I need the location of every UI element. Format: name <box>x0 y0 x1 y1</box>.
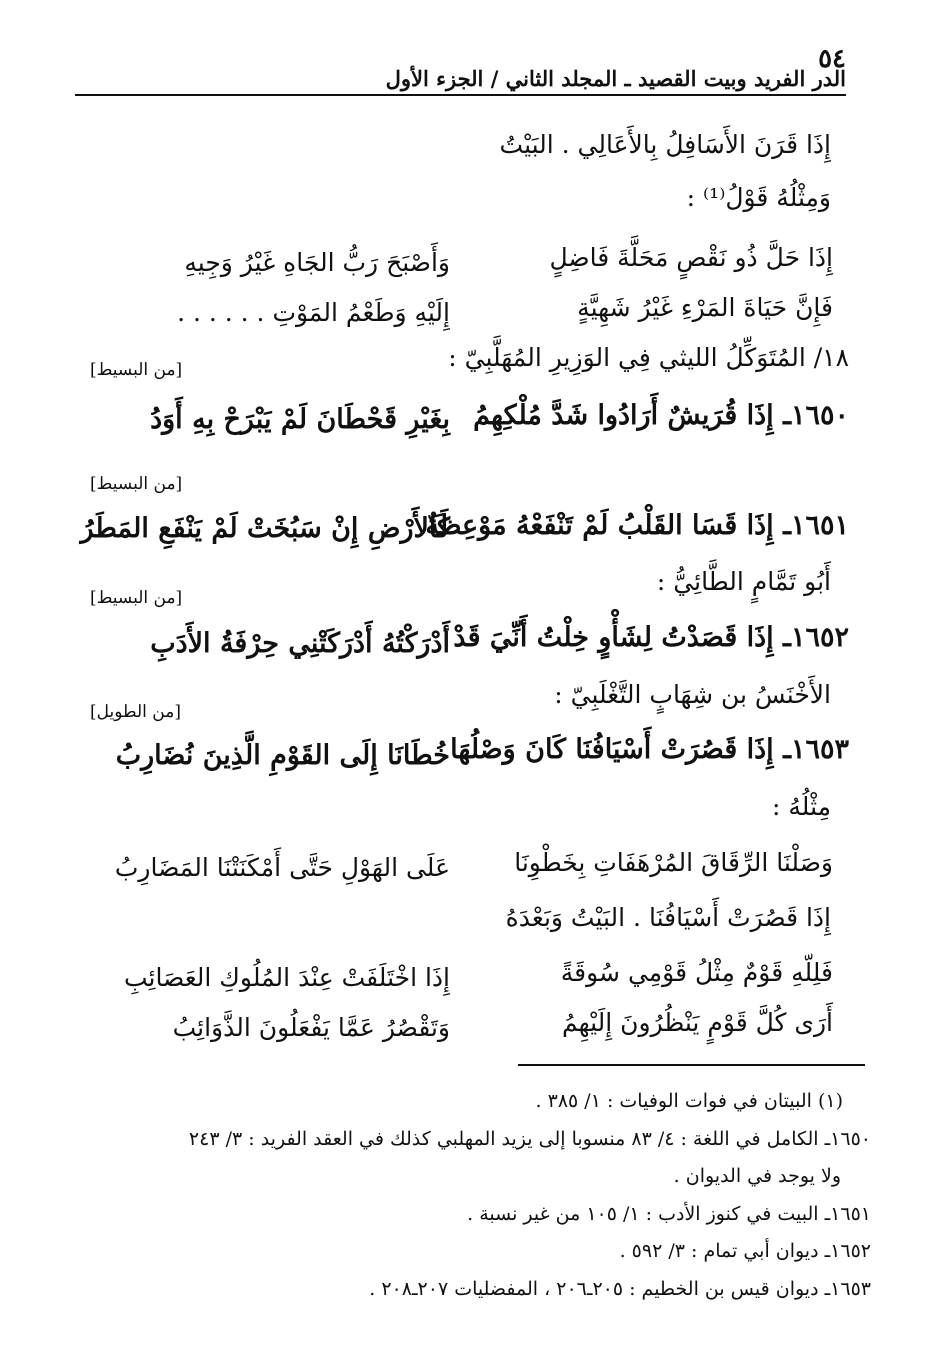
couplet2-second-hemistich: عَلَى الهَوْلِ حَتَّى أَمْكَنَتْنَا المَضَارِبُ <box>114 853 450 882</box>
couplet1-a-first-hemistich: إِذَا حَلَّ ذُو نَقْصٍ مَحَلَّةَ فَاضِلٍ <box>549 243 833 272</box>
verse-1652-first-hemistich: ١٦٥٢ـ إِذَا قَصَدْتُ لِشَأْوٍ خِلْتُ أَنِّيَ قَدْ <box>453 622 849 653</box>
footnote-1: (١) البيتان في فوات الوفيات : ١/ ٣٨٥ . <box>535 1090 843 1112</box>
meter-label-1651: [من البسيط] <box>90 474 183 494</box>
footnote-1652: ١٦٥٢ـ ديوان أبي تمام : ٣/ ٥٩٢ . <box>619 1240 871 1262</box>
couplet3-a-first-hemistich: فَلِلّهِ قَوْمٌ مِثْلُ قَوْمِي سُوقَةً <box>560 958 833 987</box>
page-header <box>75 44 846 94</box>
couplet2-first-hemistich: وَصَلْنَا الرِّقَاقَ المُرْهَفَاتِ بِخَطْوِنَا <box>514 848 833 877</box>
running-title: الدر الفريد وبيت القصيد ـ المجلد الثاني / الجزء الأول <box>385 66 846 91</box>
poet-heading-1653: الأَخْنَسُ بن شِهَابٍ التَّغْلَبِيّ : <box>554 680 831 709</box>
verse-1651-first-hemistich: ١٦٥١ـ إِذَا قَسَا القَلْبُ لَمْ تَنْفَعْهُ مَوْعِظَةٌ <box>425 510 849 541</box>
couplet3-b-first-hemistich: أَرَى كُلَّ قَوْمٍ يَنْظُرُونَ إِلَيْهِمُ <box>561 1008 833 1037</box>
footnote-1651: ١٦٥١ـ البيت في كنوز الأدب : ١/ ١٠٥ من غير نسبة . <box>467 1203 871 1225</box>
couplet3-b-second-hemistich: وَتَقْصُرُ عَمَّا يَفْعَلُونَ الذَّوَائِبُ <box>172 1013 450 1042</box>
couplet3-a-second-hemistich: إِذَا اخْتَلَفَتْ عِنْدَ المُلُوكِ العَصَائِبِ <box>123 963 450 992</box>
footnote-rule <box>518 1064 865 1066</box>
intro-line: إِذَا قَرَنَ الأَسَافِلُ بِالأَعَالِي . البَيْتُ <box>499 130 831 159</box>
poet-heading-1650: ١٨/ المُتَوَكِّلُ الليثي فِي الوَزِيرِ المُهَلَّبِيّ : <box>448 343 849 372</box>
footnote-1653: ١٦٥٣ـ ديوان قيس بن الخطيم : ٢٠٥ـ٢٠٦ ، المفضليات ٢٠٧ـ٢٠٨ . <box>369 1278 871 1300</box>
verse-1651-second-hemistich: كَالأَرْضِ إِنْ سَبُخَتْ لَمْ يَنْفَعِ المَطَرُ <box>80 513 450 544</box>
meter-label-1652: [من البسيط] <box>90 588 183 608</box>
verse-1650-second-hemistich: بِغَيْرِ قَحْطَانَ لَمْ يَبْرَحْ بِهِ أَوَدُ <box>150 404 450 435</box>
mithluhu-qawl: وَمِثْلُهُ قَوْلُ⁽¹⁾ : <box>686 183 831 212</box>
footnote-1650-continued: ولا يوجد في الديوان . <box>673 1165 841 1187</box>
meter-label-1653: [من الطويل] <box>90 702 181 722</box>
page-number: ٥٤ <box>818 44 846 74</box>
couplet1-b-second-hemistich: إِلَيْهِ وَطَعْمُ المَوْتِ . . . . . . <box>177 298 450 327</box>
mithluhu-label: مِثْلُهُ : <box>772 792 831 821</box>
verse-1652-second-hemistich: أَدْرَكْتُهُ أَدْرَكَتْنِي حِرْفَةُ الأَدَبِ <box>150 628 450 659</box>
footnote-1650: ١٦٥٠ـ الكامل في اللغة : ٤/ ٨٣ منسوبا إلى يزيد المهلبي كذلك في العقد الفريد : ٣/ ٢٤٣ <box>188 1128 871 1150</box>
meter-label-1650: [من البسيط] <box>90 360 183 380</box>
verse-1653-first-hemistich: ١٦٥٣ـ إِذَا قَصُرَتْ أَسْيَافُنَا كَانَ وَصْلُهَا <box>450 734 849 765</box>
poet-heading-1652: أَبُو تَمَّامٍ الطَّائِيُّ : <box>656 567 831 596</box>
couplet1-b-first-hemistich: فَإِنَّ حَيَاةَ المَرْءِ غَيْرُ شَهِيَّةٍ <box>577 293 833 322</box>
verse-1650-first-hemistich: ١٦٥٠ـ إِذَا قُرَيشٌ أَرَادُوا شَدَّ مُلْكِهِمُ <box>473 400 849 431</box>
header-rule <box>75 94 846 96</box>
line-after-couplet2: إِذَا قَصُرَتْ أَسْيَافُنَا . البَيْتُ وَبَعْدَهُ <box>505 903 831 932</box>
verse-1653-second-hemistich: خُطَانَا إِلَى القَوْمِ الَّذِينَ نُضَارِبُ <box>115 740 450 771</box>
couplet1-a-second-hemistich: وَأَصْبَحَ رَبُّ الجَاهِ غَيْرُ وَجِيهِ <box>184 248 450 277</box>
